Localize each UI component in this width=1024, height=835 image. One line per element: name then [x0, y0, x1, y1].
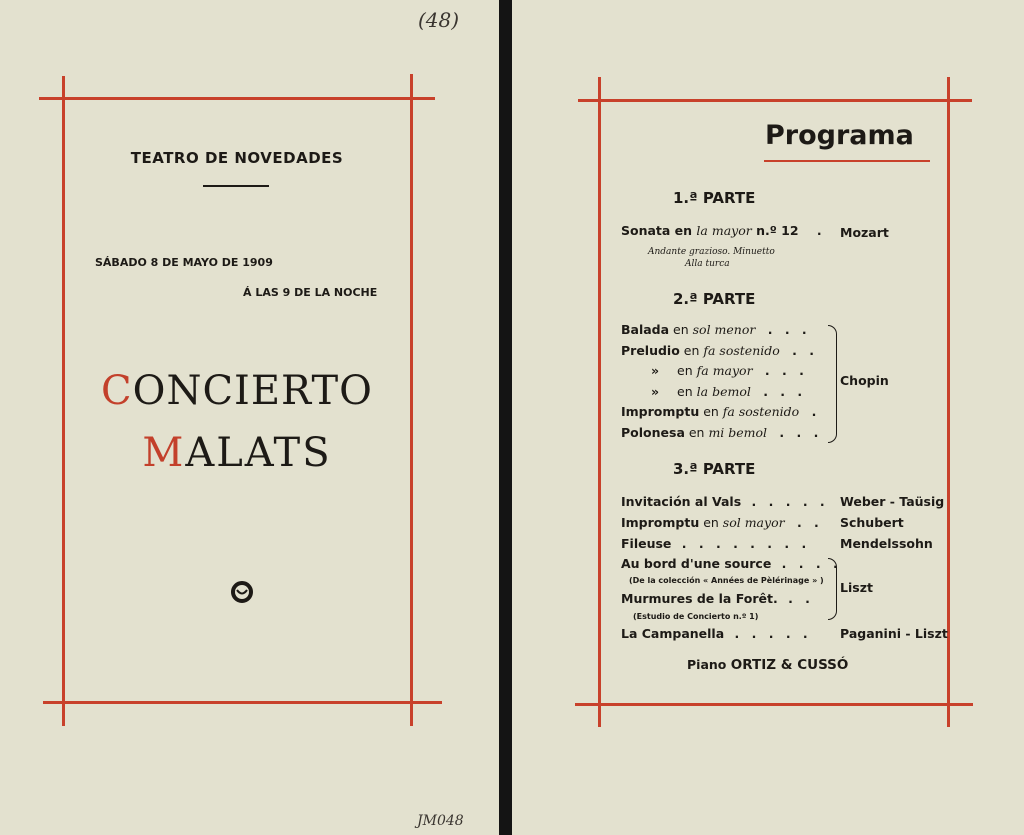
part3-label: 3.ª PARTE: [673, 460, 756, 478]
title-rest-2: ALATS: [185, 430, 332, 476]
part3-item: La Campanella . . . . .: [621, 626, 812, 641]
note-annees: (De la colección « Années de Pèlérinage » ): [629, 576, 824, 585]
frame-line-right: [410, 74, 413, 726]
part3-item: Au bord d'une source . . . .: [621, 556, 842, 571]
concert-time: Á LAS 9 DE LA NOCHE: [243, 286, 378, 299]
concert-title-line2: [70, 430, 404, 476]
title-initial-m: M: [142, 430, 186, 476]
part2-item: Preludio en fa sostenido . .: [621, 343, 818, 358]
heading-underline: [764, 160, 930, 162]
program-heading: Programa: [765, 120, 914, 151]
part3-item: Impromptu en sol mayor . .: [621, 515, 823, 530]
composer-liszt: Liszt: [840, 580, 873, 595]
part3-item: Invitación al Vals . . . . .: [621, 494, 829, 509]
printer-mark-icon: [231, 581, 253, 603]
theatre-name: TEATRO DE NOVEDADES: [130, 149, 344, 167]
program-page: [512, 0, 1024, 835]
part2-item: Impromptu en fa sostenido .: [621, 404, 821, 419]
composer-chopin: Chopin: [840, 373, 889, 388]
catalog-mark: JM048: [417, 813, 464, 829]
title-divider: [203, 185, 269, 187]
composer-schubert: Schubert: [840, 515, 904, 530]
title-initial-c: C: [101, 368, 133, 414]
sonata-movements-2: Alla turca: [685, 259, 730, 269]
concert-date: SÁBADO 8 DE MAYO DE 1909: [95, 256, 273, 269]
liszt-brace: [828, 558, 837, 620]
composer-paganini: Paganini - Liszt: [840, 626, 948, 641]
part1-label: 1.ª PARTE: [673, 189, 756, 207]
archive-number: (48): [418, 8, 460, 32]
part2-item: » en fa mayor . . .: [651, 363, 808, 378]
part2-label: 2.ª PARTE: [673, 290, 756, 308]
part2-item: Polonesa en mi bemol . . .: [621, 425, 823, 440]
frame-line-left: [598, 77, 601, 727]
frame-line-left: [62, 76, 65, 726]
composer-mozart: Mozart: [840, 225, 889, 240]
frame-line-bottom: [43, 701, 442, 704]
part2-item: » en la bemol . . .: [651, 384, 807, 399]
chopin-brace: [828, 325, 837, 443]
frame-line-top: [39, 97, 435, 100]
part3-item: Murmures de la Forêt. . .: [621, 591, 814, 606]
title-rest-1: ONCIERTO: [132, 368, 373, 414]
cover-page: [0, 0, 499, 835]
part3-item: Fileuse . . . . . . . .: [621, 536, 811, 551]
frame-line-top: [578, 99, 972, 102]
part2-item: Balada en sol menor . . .: [621, 322, 811, 337]
part1-item-sonata: Sonata en la mayor n.º 12 .: [621, 223, 822, 238]
piano-credit: Piano ORTIZ & CUSSÓ: [687, 657, 849, 673]
note-estudio: (Estudio de Concierto n.º 1): [633, 612, 759, 621]
concert-title-line1: [70, 368, 404, 414]
composer-weber: Weber - Taüsig: [840, 494, 945, 509]
sonata-movements-1: Andante grazioso. Minuetto: [648, 247, 775, 257]
composer-mendelssohn: Mendelssohn: [840, 536, 933, 551]
frame-line-bottom: [575, 703, 973, 706]
